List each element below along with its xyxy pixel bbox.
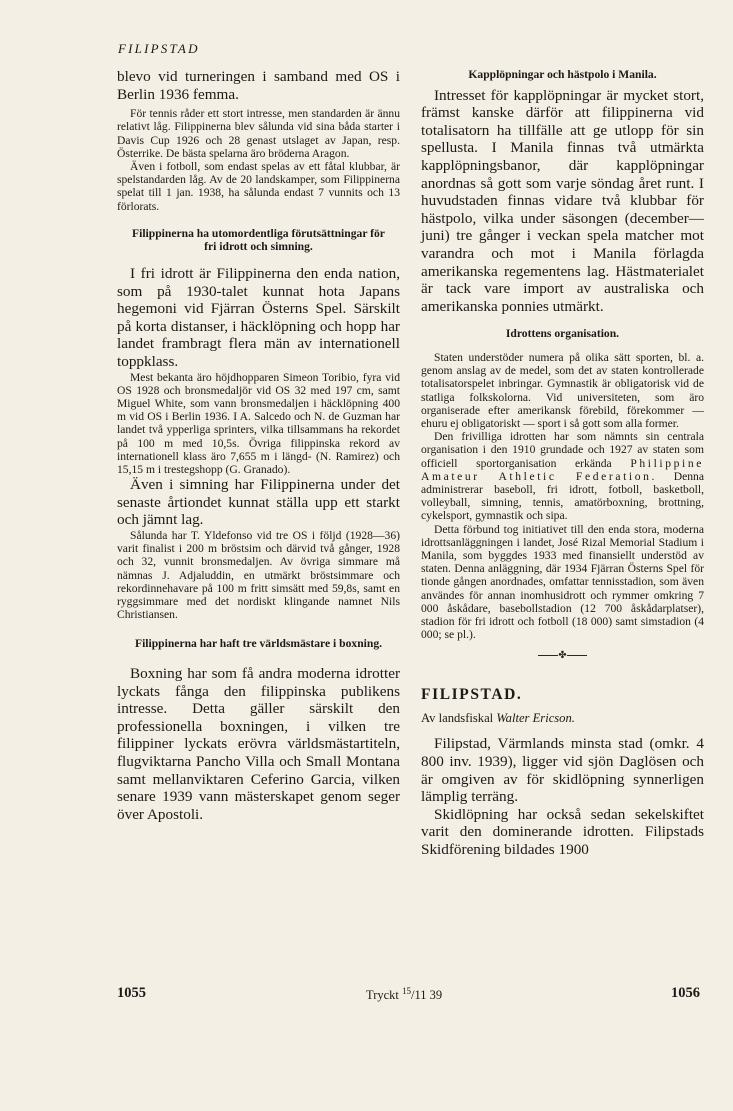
paragraph: Intresset för kapplöpningar är mycket stort, främst kanske därför att filippinerna vid totalisatorn ha tillfälle att ge utlopp för sin spellusta. I Manila finnas två utmärkta kapplöpningsbanor, där kapplöpningar anordnas så gott som varje söndag året runt. I huvudstaden finnas vidare två klubbar för hästpolo, vilka under säsongen (december—juni) tre gånger i veckan spela matcher mot varandra och mot i Manila förlagda amerikanska regementens lag. Hästmaterialet är tack vare import av australiska och amerikanska ponnies utmärkt. bbox=[421, 86, 704, 315]
paragraph: Detta förbund tog initiativet till den enda stora, moderna idrottsanläggningen i landet, José Rizal Memorial Stadium i Manila, som byggdes 1933 med finansiellt understöd av staten. Denna anläggning, där 1934 Fjärran Österns Spel för tionde gången anordnades, omfattar tennisstadion, som även användes för annan inomhusidrott och rymmer omkring 7 000 åskådare, basebollstadion (12 700 åskådarplatser), stadion för fri idrott och fotboll (18 000) samt simstadion (4 000; se pl.). bbox=[421, 522, 704, 642]
left-column bbox=[117, 68, 400, 823]
paragraph: Boxning har som få andra moderna idrotter lyckats fånga den filippinska publikens intresse. Detta gäller särskilt den professionella boxningen, i vilken tre filippiner lyckats erövra världsmästartiteln, flugviktarna Pancho Villa och Small Montana samt mellanviktaren Ceferino Garcia, vilken senare 1939 vann mästerskapet genom seger över Apostoli. bbox=[117, 664, 400, 823]
paragraph: Skidlöpning har också sedan sekelskiftet varit den dominerande idrotten. Filipstads Skidförening bildades 1900 bbox=[421, 805, 704, 858]
federation-name: Philippine Amateur Athletic Federation. bbox=[421, 456, 704, 483]
imprint-day: 15 bbox=[402, 986, 412, 996]
paragraph bbox=[421, 430, 704, 522]
subheading: Filippinerna ha utomordentliga förutsättningar för fri idrott och simning. bbox=[132, 226, 385, 254]
right-column bbox=[421, 68, 704, 859]
paragraph: blevo vid turneringen i samband med OS i Berlin 1936 femma. bbox=[117, 68, 400, 103]
subheading: Kapplöpningar och hästpolo i Manila. bbox=[468, 68, 657, 81]
byline-prefix: Av landsfiskal bbox=[421, 711, 494, 726]
print-date bbox=[366, 986, 442, 1003]
text-run: Den frivilliga idrotten har som nämnts sin centrala organisation i den 1910 grundade och 1927 av staten som officiell sportorganisation erkända bbox=[421, 430, 704, 470]
paragraph: Mest bekanta äro höjdhopparen Simeon Toribio, fyra vid OS 1928 och bronsmedaljör vid OS 32 med 197 cm, samt Miguel White, som vann bronsmedaljen i häcklöpning 400 m vid OS i Berlin 1936. I A. Salcedo och N. de Guzman har landet två ypperliga sprinters, vilka tillsammans ha rekordet på 100 m med 10,5s. Övriga filippinska rekord av internationell klass äro 7,655 m i längd- (N. Ramirez) och 15,15 m i trestegshopp (G. Granado). bbox=[117, 370, 400, 476]
byline-author: Walter Ericson. bbox=[496, 711, 575, 726]
paragraph: Även i fotboll, som endast spelas av ett fåtal klubbar, är spelstandarden låg. Av de 20 landskamper, som Filippinerna spelat till 1 jan. 1938, ha sålunda endast 7 vunnits och 13 förlorats. bbox=[117, 160, 400, 213]
subheading: Idrottens organisation. bbox=[505, 327, 620, 341]
paragraph: Sålunda har T. Yldefonso vid tre OS i följd (1928—36) varit finalist i 200 m bröstsim och därvid två gånger, 1928 och 32, vunnit bronsmedaljen. Av övriga simmare må nämnas J. Adjaluddin, en utmärkt bröstsimmare och rekordinnehavare på 100 m fritt simsätt med 59,8s, samt en ryggsimmare med det nordiskt klingande namnet Nils Christiansen. bbox=[117, 528, 400, 622]
paragraph: Även i simning har Filippinerna under det senaste årtiondet kunnat ställa upp ett starkt och jämnt lag. bbox=[117, 476, 400, 529]
paragraph: I fri idrott är Filippinerna den enda nation, som på 1930-talet kunnat hota Japans hegemoni vid Fjärran Österns Spel. Särskilt på korta distanser, i häcklöpning och hopp har landet frambragt flera män av internationell toppklass. bbox=[117, 265, 400, 370]
page-number-right: 1056 bbox=[671, 985, 700, 1001]
divider-line bbox=[567, 655, 587, 656]
imprint-month: /11 39 bbox=[411, 988, 443, 1003]
text-run: Denna administrerar baseboll, fri idrott, fotboll, basketboll, volleyball, simning, tennis, amatörboxning, brottning, cykelsport, gymnastik och sipa. bbox=[421, 469, 704, 523]
subheading: Filippinerna har haft tre världsmästare i boxning. bbox=[134, 637, 383, 651]
imprint-label: Tryckt bbox=[366, 988, 399, 1003]
running-head: FILIPSTAD bbox=[118, 41, 200, 56]
divider-line bbox=[538, 655, 558, 656]
paragraph: Filipstad, Värmlands minsta stad (omkr. 4 800 inv. 1939), ligger vid sjön Daglösen och är omgiven av för skidlöpning synnerligen lämplig terräng. bbox=[421, 735, 704, 806]
ornament-icon: ✤ bbox=[558, 650, 567, 662]
paragraph: Staten understöder numera på olika sätt sporten, bl. a. genom anslag av de medel, som det av staten kontrollerade totalisatorspelet inbringar. Gymnastik är obligatorisk vid de statliga folkskolorna. Vid universiteten, som äro organiserade efter amerikansk förebild, förekommer — ehuru ej obligatoriskt — sport i så gott som alla former. bbox=[421, 350, 704, 430]
section-divider bbox=[421, 650, 704, 662]
byline bbox=[421, 710, 704, 726]
paragraph: För tennis råder ett stort intresse, men standarden är ännu relativt låg. Filippinerna blev sålunda vid sina båda starter i Davis Cup 1926 och 28 genast utslaget av Japan, resp. Österrike. De bästa spelarna äro bröderna Aragon. bbox=[117, 107, 400, 160]
page-number-left: 1055 bbox=[117, 985, 146, 1001]
section-title: FILIPSTAD. bbox=[421, 686, 523, 704]
